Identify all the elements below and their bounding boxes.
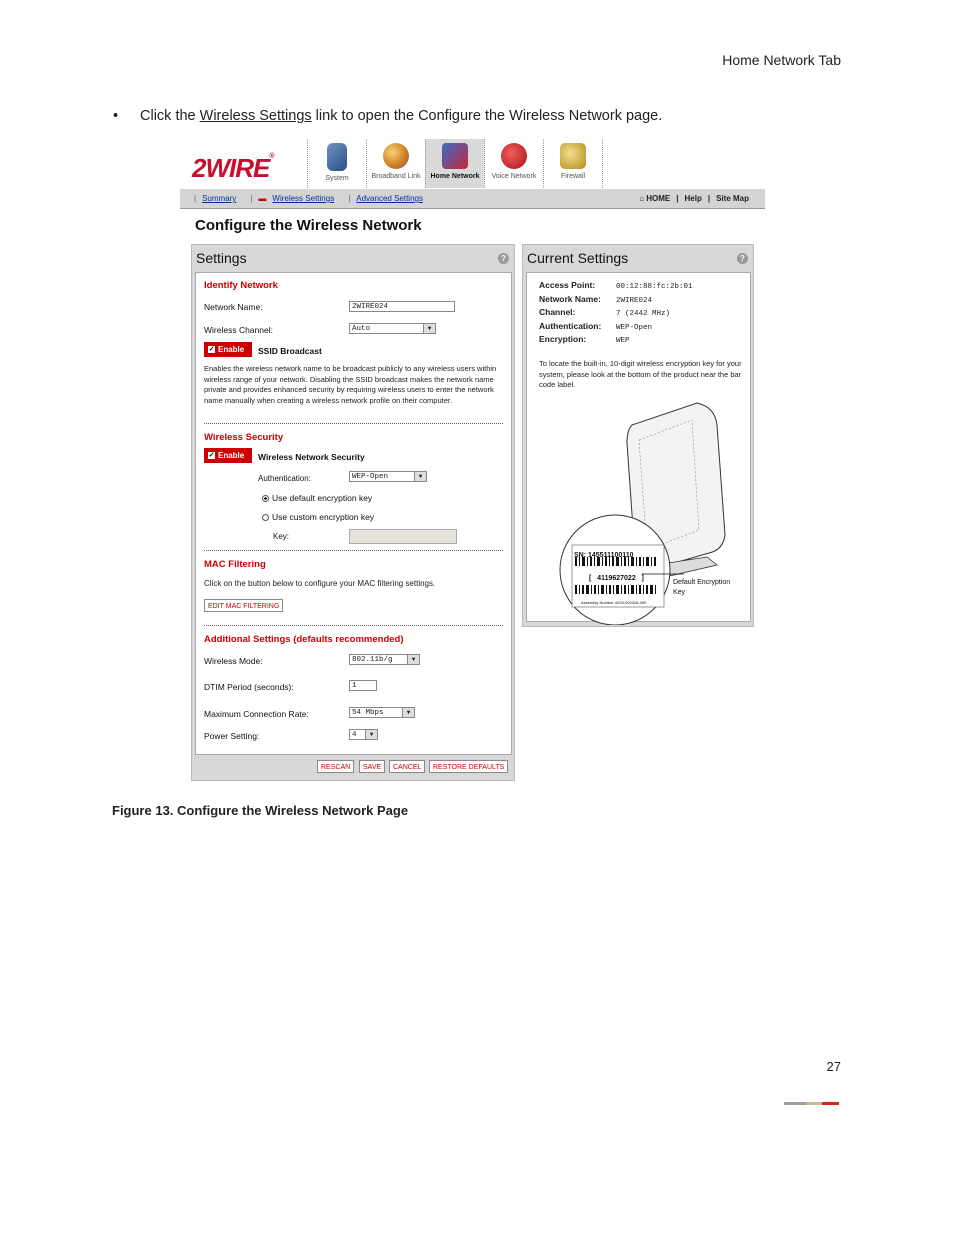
- subnav-advanced-settings[interactable]: Advanced Settings: [356, 194, 423, 203]
- dtim-period-input[interactable]: 1: [349, 680, 377, 691]
- restore-defaults-button[interactable]: RESTORE DEFAULTS: [429, 760, 508, 773]
- wireless-network-security-label: Wireless Network Security: [258, 452, 365, 462]
- doc-header: Home Network Tab: [722, 52, 841, 68]
- main-tabs: [307, 139, 603, 188]
- cancel-button[interactable]: CANCEL: [389, 760, 425, 773]
- home-network-icon: [442, 143, 468, 169]
- security-enable-checkbox[interactable]: ✓ Enable: [204, 448, 252, 463]
- divider: [204, 423, 503, 424]
- ssid-enable-checkbox[interactable]: ✓ Enable: [204, 342, 252, 357]
- page-title: Configure the Wireless Network: [195, 217, 422, 234]
- chevron-down-icon: ▼: [402, 708, 414, 717]
- instruction-post: link to open the Configure the Wireless Network page.: [311, 108, 663, 124]
- current-settings-panel: [522, 244, 754, 627]
- page-number: 27: [826, 1059, 841, 1074]
- save-button[interactable]: SAVE: [359, 760, 385, 773]
- additional-settings-heading: Additional Settings (defaults recommended): [204, 634, 404, 645]
- power-setting-label: Power Setting:: [204, 731, 260, 741]
- instruction-line: [113, 108, 662, 124]
- encryption-key-text: [ 4119627022 ]: [589, 575, 644, 582]
- encryption-key-note: To locate the built-in, 10-digit wireless encryption key for your system, please look at the bottom of the product near the bar code label.: [539, 359, 742, 389]
- active-marker-icon: ▬: [258, 194, 267, 203]
- home-icon: ⌂: [639, 194, 645, 203]
- authentication-row: Authentication: WEP-Open: [539, 321, 653, 332]
- wireless-mode-select[interactable]: 802.11b/g ▼: [349, 654, 420, 665]
- max-connection-rate-label: Maximum Connection Rate:: [204, 709, 309, 719]
- serial-number-text: SN: 145511100110: [574, 552, 634, 559]
- wireless-settings-link[interactable]: Wireless Settings: [199, 108, 312, 124]
- power-setting-select[interactable]: 4 ▼: [349, 729, 378, 740]
- authentication-label: Authentication:: [258, 474, 311, 483]
- ssid-description: Enables the wireless network name to be broadcast publicly to any wireless users within wireless range of your network. Disabling the SSID broadcast makes the network name private and provides enhanced security by requiring wireless users to enter the network name manually when creating a wireless network profile on their computer.: [204, 364, 497, 405]
- tab-label: Broadband Link: [371, 173, 421, 180]
- chevron-down-icon: ▼: [365, 730, 377, 739]
- channel-row: Channel: 7 (2442 MHz): [539, 307, 671, 318]
- router-ui-screenshot: [180, 139, 765, 784]
- settings-form: [195, 272, 512, 755]
- check-icon: ✓: [208, 452, 215, 460]
- network-name-row: Network Name: 2WIRE024: [539, 294, 653, 305]
- edit-mac-filtering-button[interactable]: EDIT MAC FILTERING: [204, 599, 283, 612]
- tab-system[interactable]: [307, 139, 366, 188]
- tab-label: Firewall: [560, 173, 586, 180]
- instruction-pre: Click the: [140, 108, 200, 124]
- settings-title: Settings: [196, 250, 247, 266]
- dtim-period-label: DTIM Period (seconds):: [204, 682, 294, 692]
- tab-home-network[interactable]: [425, 139, 484, 188]
- custom-key-radio[interactable]: Use custom encryption key: [262, 512, 374, 522]
- identify-network-heading: Identify Network: [204, 280, 278, 291]
- subnav-wireless-settings[interactable]: Wireless Settings: [272, 194, 335, 203]
- network-name-input[interactable]: 2WIRE024: [349, 301, 455, 312]
- tab-label: Home Network: [430, 173, 480, 180]
- chevron-down-icon: ▼: [414, 472, 426, 481]
- bullet-symbol: •: [113, 108, 119, 124]
- tab-broadband-link[interactable]: [366, 139, 425, 188]
- chevron-down-icon: ▼: [407, 655, 419, 664]
- broadband-globe-icon: [383, 143, 409, 169]
- wireless-channel-label: Wireless Channel:: [204, 325, 273, 335]
- padlock-icon: [560, 143, 586, 169]
- subnav-summary[interactable]: Summary: [202, 194, 237, 203]
- system-icon: [327, 143, 347, 171]
- divider: [204, 550, 503, 551]
- help-icon[interactable]: ?: [737, 253, 748, 264]
- chevron-down-icon: ▼: [423, 324, 435, 333]
- authentication-select[interactable]: WEP-Open ▼: [349, 471, 427, 482]
- accent-gray: [784, 1102, 806, 1105]
- accent-tan: [806, 1102, 822, 1105]
- current-settings-body: [526, 272, 751, 622]
- tab-firewall[interactable]: [543, 139, 603, 188]
- figure-caption: Figure 13. Configure the Wireless Network Page: [112, 803, 409, 818]
- 2wire-logo: 2WIRE®: [192, 153, 274, 183]
- settings-panel: [191, 244, 515, 781]
- subnav-bar: | Summary | ▬ Wireless Settings | Advanced Settings ⌂ HOME | Help | Site Map: [180, 189, 765, 209]
- help-icon[interactable]: ?: [498, 253, 509, 264]
- mac-filtering-heading: MAC Filtering: [204, 559, 266, 570]
- encryption-row: Encryption: WEP: [539, 334, 630, 345]
- tab-voice-network[interactable]: [484, 139, 543, 188]
- rescan-button[interactable]: RESCAN: [317, 760, 354, 773]
- home-link[interactable]: HOME: [646, 194, 671, 203]
- wireless-mode-label: Wireless Mode:: [204, 656, 263, 666]
- current-settings-title: Current Settings: [527, 250, 629, 266]
- help-link[interactable]: Help: [684, 194, 702, 203]
- key-input[interactable]: [349, 529, 457, 544]
- wireless-channel-select[interactable]: Auto ▼: [349, 323, 436, 334]
- key-label: Key:: [273, 532, 290, 541]
- default-key-radio[interactable]: Use default encryption key: [262, 493, 372, 503]
- access-point-row: Access Point: 00:12:88:fc:2b:01: [539, 280, 693, 291]
- tab-label: Voice Network: [491, 173, 537, 180]
- wireless-security-heading: Wireless Security: [204, 432, 284, 443]
- network-name-label: Network Name:: [204, 302, 263, 312]
- phone-icon: [501, 143, 527, 169]
- default-key-callout: Default Encryption Key: [673, 579, 731, 596]
- divider: [204, 625, 503, 626]
- mac-filtering-description: Click on the button below to configure your MAC filtering settings.: [204, 579, 436, 588]
- footer-accent-bar: [784, 1102, 839, 1105]
- accent-red: [822, 1102, 839, 1105]
- assembly-number-text: Assembly Number 4203-000428-000: [581, 600, 647, 605]
- tab-label: System: [325, 175, 349, 182]
- max-connection-rate-select[interactable]: 54 Mbps ▼: [349, 707, 415, 718]
- ssid-broadcast-label: SSID Broadcast: [258, 346, 322, 356]
- site-map-link[interactable]: Site Map: [716, 194, 749, 203]
- check-icon: ✓: [208, 346, 215, 354]
